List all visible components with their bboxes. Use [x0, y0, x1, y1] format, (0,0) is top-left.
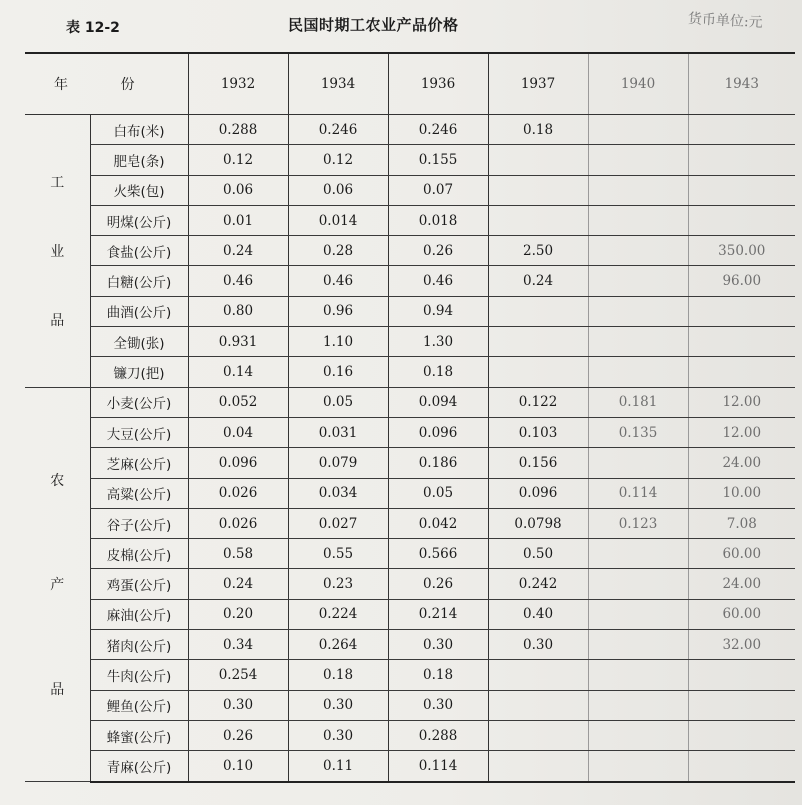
- price-cell: 7.08: [688, 508, 795, 538]
- table-row: [25, 266, 795, 296]
- price-cell: 0.30: [388, 630, 488, 660]
- price-cell: [488, 660, 588, 690]
- price-cell: 0.135: [588, 417, 688, 447]
- category-cell: [25, 387, 90, 781]
- price-cell: 0.16: [288, 357, 388, 387]
- price-cell: [688, 690, 795, 720]
- price-cell: 0.026: [188, 478, 288, 508]
- price-cell: 0.12: [288, 145, 388, 175]
- table-row: [25, 145, 795, 175]
- price-cell: [488, 357, 588, 387]
- price-cell: 0.027: [288, 508, 388, 538]
- table-row: [25, 236, 795, 266]
- table-row: [25, 690, 795, 720]
- item-name: 鲤鱼(公斤): [90, 690, 188, 720]
- price-cell: 0.031: [288, 417, 388, 447]
- price-cell: 0.30: [388, 690, 488, 720]
- price-cell: 12.00: [688, 387, 795, 417]
- price-cell: 0.242: [488, 569, 588, 599]
- price-cell: [588, 115, 688, 145]
- price-cell: [488, 205, 588, 235]
- table-number: 表 12-2: [66, 20, 120, 36]
- header-year: 1940: [588, 53, 688, 115]
- price-cell: [688, 145, 795, 175]
- table-row: [25, 508, 795, 538]
- table-title: 民国时期工农业产品价格: [288, 16, 459, 34]
- category-cell: [25, 115, 90, 388]
- price-cell: 0.123: [588, 508, 688, 538]
- price-cell: [588, 357, 688, 387]
- table-row: [25, 599, 795, 629]
- category-char: 品: [50, 681, 65, 698]
- price-cell: 0.14: [188, 357, 288, 387]
- item-name: 鸡蛋(公斤): [90, 569, 188, 599]
- price-cell: 0.931: [188, 327, 288, 357]
- item-name: 青麻(公斤): [90, 751, 188, 782]
- price-cell: 0.26: [388, 569, 488, 599]
- price-cell: [688, 175, 795, 205]
- price-cell: [588, 175, 688, 205]
- price-cell: 0.079: [288, 448, 388, 478]
- category-char: 业: [50, 243, 65, 260]
- price-cell: 24.00: [688, 448, 795, 478]
- price-cell: 0.46: [388, 266, 488, 296]
- price-cell: [588, 720, 688, 750]
- table-row: [25, 630, 795, 660]
- price-cell: [688, 357, 795, 387]
- price-cell: 0.10: [188, 751, 288, 782]
- price-cell: [588, 266, 688, 296]
- price-cell: 0.18: [488, 115, 588, 145]
- price-cell: 0.30: [288, 690, 388, 720]
- price-cell: 1.30: [388, 327, 488, 357]
- price-cell: 0.01: [188, 205, 288, 235]
- price-cell: 0.181: [588, 387, 688, 417]
- price-cell: 0.114: [388, 751, 488, 782]
- price-cell: [588, 630, 688, 660]
- price-cell: 0.30: [488, 630, 588, 660]
- price-cell: [688, 296, 795, 326]
- price-cell: [488, 720, 588, 750]
- table-row: [25, 387, 795, 417]
- price-cell: [588, 751, 688, 782]
- price-cell: 0.114: [588, 478, 688, 508]
- table-row: [25, 751, 795, 782]
- table-row: [25, 448, 795, 478]
- price-cell: 0.05: [288, 387, 388, 417]
- price-cell: [588, 690, 688, 720]
- item-name: 食盐(公斤): [90, 236, 188, 266]
- price-cell: [688, 115, 795, 145]
- header-year: 1943: [688, 53, 795, 115]
- item-name: 猪肉(公斤): [90, 630, 188, 660]
- table-row: [25, 660, 795, 690]
- price-cell: 12.00: [688, 417, 795, 447]
- price-cell: [688, 327, 795, 357]
- table-row: [25, 357, 795, 387]
- item-name: 全锄(张): [90, 327, 188, 357]
- price-cell: 0.30: [188, 690, 288, 720]
- price-cell: 0.20: [188, 599, 288, 629]
- price-cell: 0.96: [288, 296, 388, 326]
- price-cell: 0.04: [188, 417, 288, 447]
- price-cell: 0.096: [388, 417, 488, 447]
- price-cell: 0.07: [388, 175, 488, 205]
- price-cell: 0.24: [188, 236, 288, 266]
- price-cell: [488, 296, 588, 326]
- table-row: [25, 205, 795, 235]
- price-cell: 0.24: [488, 266, 588, 296]
- price-cell: 0.50: [488, 539, 588, 569]
- price-cell: [588, 569, 688, 599]
- table-row: [25, 327, 795, 357]
- header-year: 1932: [188, 53, 288, 115]
- price-cell: [688, 751, 795, 782]
- table-row: [25, 720, 795, 750]
- price-cell: 0.46: [288, 266, 388, 296]
- price-table: [25, 52, 795, 783]
- price-cell: 0.052: [188, 387, 288, 417]
- price-cell: 0.122: [488, 387, 588, 417]
- price-cell: 0.264: [288, 630, 388, 660]
- price-cell: 0.30: [288, 720, 388, 750]
- price-cell: 0.58: [188, 539, 288, 569]
- price-cell: 0.12: [188, 145, 288, 175]
- price-cell: 0.06: [288, 175, 388, 205]
- price-cell: 0.224: [288, 599, 388, 629]
- price-cell: 32.00: [688, 630, 795, 660]
- table-row: [25, 417, 795, 447]
- category-char: 工: [50, 174, 65, 191]
- price-cell: 0.094: [388, 387, 488, 417]
- price-cell: [488, 690, 588, 720]
- item-name: 大豆(公斤): [90, 417, 188, 447]
- price-cell: [588, 236, 688, 266]
- price-cell: 0.096: [488, 478, 588, 508]
- price-cell: 0.94: [388, 296, 488, 326]
- price-cell: 0.288: [388, 720, 488, 750]
- price-cell: 60.00: [688, 599, 795, 629]
- unit-note: 货币单位:元: [687, 11, 764, 31]
- price-cell: 0.05: [388, 478, 488, 508]
- table-body: [25, 115, 795, 782]
- price-cell: 0.214: [388, 599, 488, 629]
- price-cell: 0.042: [388, 508, 488, 538]
- item-name: 麻油(公斤): [90, 599, 188, 629]
- item-name: 蜂蜜(公斤): [90, 720, 188, 750]
- price-cell: [588, 327, 688, 357]
- price-cell: 2.50: [488, 236, 588, 266]
- item-name: 谷子(公斤): [90, 508, 188, 538]
- price-cell: 0.155: [388, 145, 488, 175]
- item-name: 肥皂(条): [90, 145, 188, 175]
- item-name: 牛肉(公斤): [90, 660, 188, 690]
- price-cell: [588, 539, 688, 569]
- price-cell: 0.55: [288, 539, 388, 569]
- price-cell: 0.26: [188, 720, 288, 750]
- item-name: 高粱(公斤): [90, 478, 188, 508]
- price-cell: 60.00: [688, 539, 795, 569]
- price-cell: [488, 175, 588, 205]
- item-name: 明煤(公斤): [90, 205, 188, 235]
- item-name: 白糖(公斤): [90, 266, 188, 296]
- price-cell: [688, 660, 795, 690]
- table-row: [25, 569, 795, 599]
- header-year: 1934: [288, 53, 388, 115]
- item-name: 火柴(包): [90, 175, 188, 205]
- price-cell: 0.23: [288, 569, 388, 599]
- item-name: 镰刀(把): [90, 357, 188, 387]
- price-cell: 96.00: [688, 266, 795, 296]
- price-cell: 0.186: [388, 448, 488, 478]
- item-name: 小麦(公斤): [90, 387, 188, 417]
- header-year: 1936: [388, 53, 488, 115]
- price-cell: 0.40: [488, 599, 588, 629]
- item-name: 曲酒(公斤): [90, 296, 188, 326]
- category-char: 产: [50, 577, 65, 594]
- table-row: [25, 115, 795, 145]
- price-cell: 0.026: [188, 508, 288, 538]
- price-cell: [488, 145, 588, 175]
- table-row: [25, 175, 795, 205]
- price-cell: 0.11: [288, 751, 388, 782]
- item-name: 皮棉(公斤): [90, 539, 188, 569]
- price-cell: 0.246: [288, 115, 388, 145]
- price-cell: 0.288: [188, 115, 288, 145]
- price-cell: [488, 751, 588, 782]
- price-cell: 0.246: [388, 115, 488, 145]
- price-cell: 1.10: [288, 327, 388, 357]
- price-cell: 24.00: [688, 569, 795, 599]
- price-cell: 0.096: [188, 448, 288, 478]
- table-header-row: [25, 53, 795, 115]
- price-cell: 0.34: [188, 630, 288, 660]
- price-cell: 0.18: [288, 660, 388, 690]
- price-cell: [588, 145, 688, 175]
- price-cell: 0.24: [188, 569, 288, 599]
- price-cell: [588, 660, 688, 690]
- price-cell: [588, 448, 688, 478]
- price-cell: 350.00: [688, 236, 795, 266]
- price-cell: 10.00: [688, 478, 795, 508]
- item-name: 芝麻(公斤): [90, 448, 188, 478]
- price-cell: 0.18: [388, 357, 488, 387]
- price-cell: 0.156: [488, 448, 588, 478]
- price-cell: 0.0798: [488, 508, 588, 538]
- price-cell: [688, 205, 795, 235]
- price-cell: 0.034: [288, 478, 388, 508]
- price-cell: 0.46: [188, 266, 288, 296]
- category-char: 品: [50, 312, 65, 329]
- price-cell: 0.26: [388, 236, 488, 266]
- price-cell: 0.018: [388, 205, 488, 235]
- price-cell: 0.254: [188, 660, 288, 690]
- table-row: [25, 478, 795, 508]
- price-cell: [588, 205, 688, 235]
- price-cell: 0.014: [288, 205, 388, 235]
- price-cell: 0.28: [288, 236, 388, 266]
- price-cell: 0.18: [388, 660, 488, 690]
- price-cell: 0.06: [188, 175, 288, 205]
- price-cell: [688, 720, 795, 750]
- table-row: [25, 296, 795, 326]
- category-char: 农: [50, 473, 65, 490]
- price-cell: 0.103: [488, 417, 588, 447]
- header-year-label: 年 份: [25, 53, 188, 115]
- item-name: 白布(米): [90, 115, 188, 145]
- price-cell: [588, 599, 688, 629]
- table-row: [25, 539, 795, 569]
- price-cell: [488, 327, 588, 357]
- price-cell: [588, 296, 688, 326]
- price-cell: 0.80: [188, 296, 288, 326]
- price-cell: 0.566: [388, 539, 488, 569]
- header-year: 1937: [488, 53, 588, 115]
